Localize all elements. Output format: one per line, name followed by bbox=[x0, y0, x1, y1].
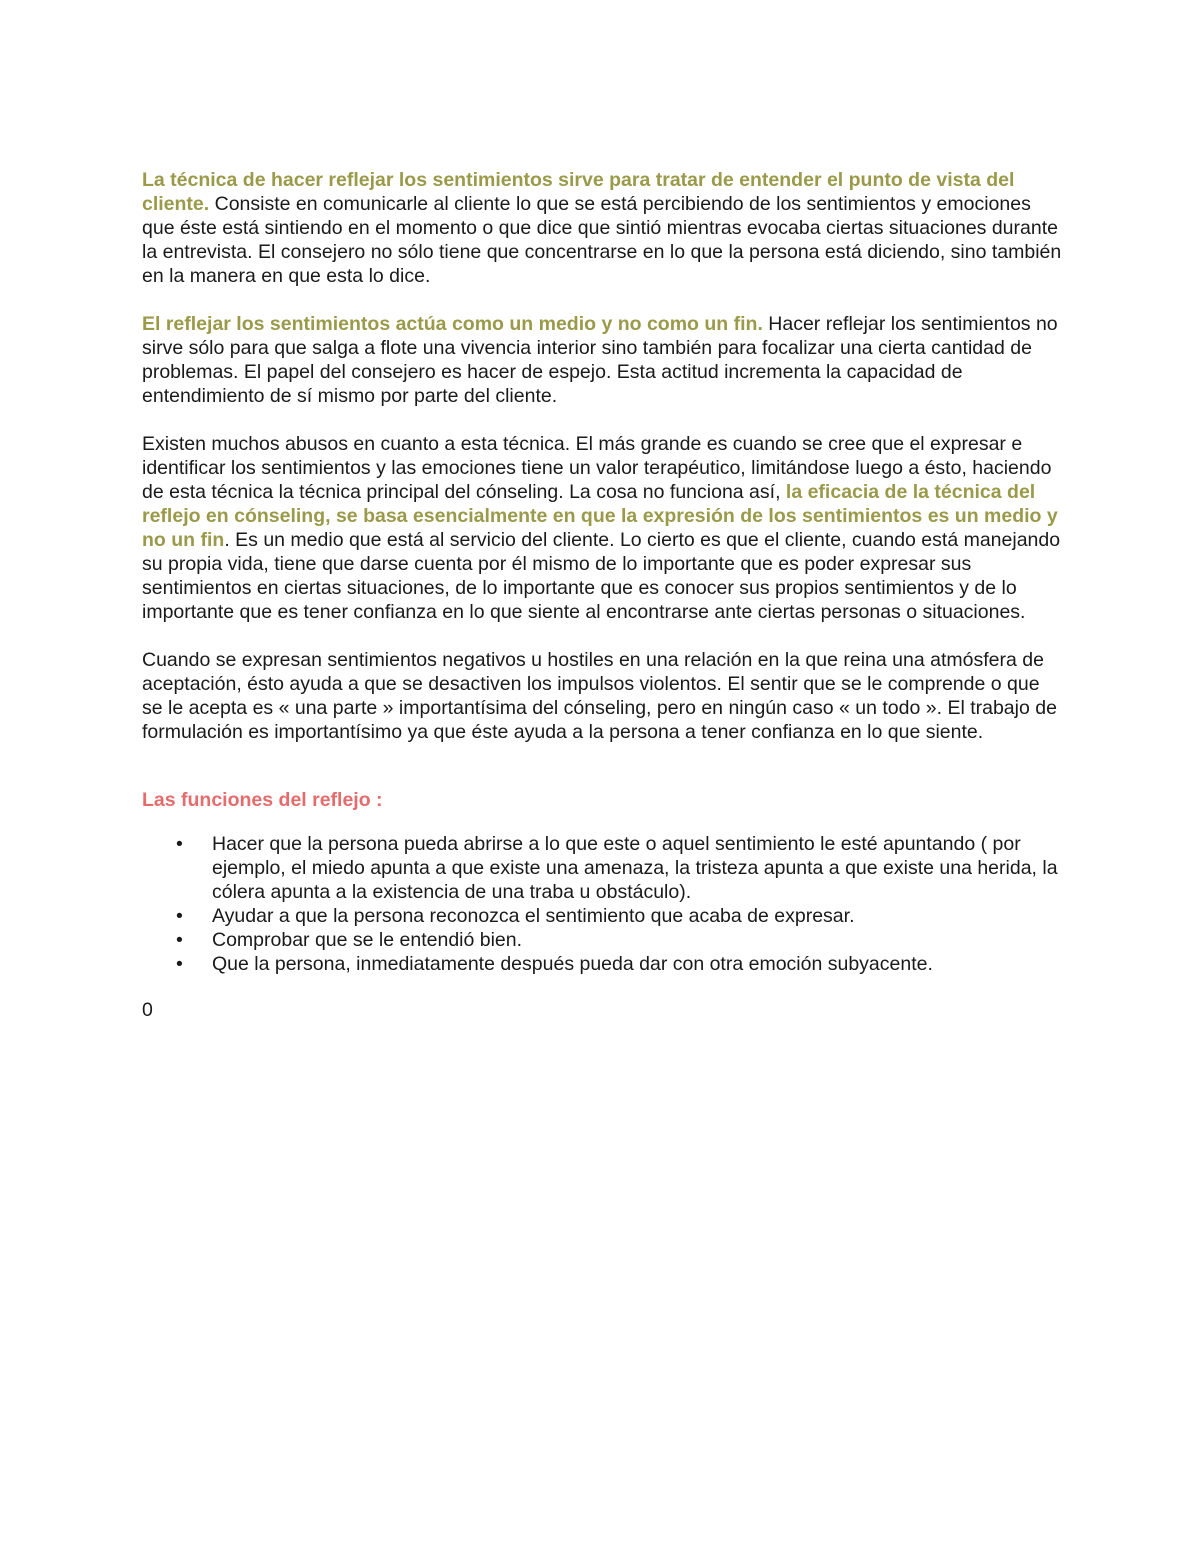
functions-list bbox=[142, 832, 1062, 976]
bullet-icon: • bbox=[176, 929, 183, 951]
bullet-icon: • bbox=[176, 905, 183, 927]
list-item bbox=[142, 904, 1062, 928]
paragraph-1 bbox=[142, 168, 1062, 288]
paragraph-4 bbox=[142, 648, 1062, 744]
paragraph-4-text: Cuando se expresan sentimientos negativos u hostiles en una relación en la que reina una atmósfera de aceptación, ésto ayuda a que se desactiven los impulsos violentos. El sentir que se le comprende o que se le acepta es « una parte » importantísima del cónseling, pero en ningún caso « un todo ». El trabajo de formulación es importantísimo ya que éste ayuda a la persona a tener confianza en lo que siente. bbox=[142, 649, 1057, 743]
list-item-text: Hacer que la persona pueda abrirse a lo que este o aquel sentimiento le esté apuntando ( por ejemplo, el miedo apunta a que existe una amenaza, la tristeza apunta a que existe una herida, la cólera apunta a la existencia de una traba u obstáculo). bbox=[212, 833, 1058, 903]
list-item-text: Ayudar a que la persona reconozca el sentimiento que acaba de expresar. bbox=[212, 905, 855, 927]
paragraph-1-highlight: La técnica de hacer reflejar los sentimientos sirve para tratar de entender el punto de vista del cliente. bbox=[142, 169, 1015, 215]
paragraph-3-highlight: la eficacia de la técnica del reflejo en cónseling, se basa esencialmente en que la expresión de los sentimientos es un medio y no un fin bbox=[142, 481, 1058, 551]
list-item-text: Que la persona, inmediatamente después pueda dar con otra emoción subyacente. bbox=[212, 953, 933, 975]
list-item-text: Comprobar que se le entendió bien. bbox=[212, 929, 523, 951]
paragraph-2-highlight: El reflejar los sentimientos actúa como un medio y no como un fin. bbox=[142, 313, 763, 335]
paragraph-2 bbox=[142, 312, 1062, 408]
document-page bbox=[142, 168, 1062, 1022]
list-item bbox=[142, 928, 1062, 952]
list-item bbox=[142, 832, 1062, 904]
paragraph-3-text-before: Existen muchos abusos en cuanto a esta técnica. El más grande es cuando se cree que el expresar e identificar los sentimientos y las emociones tiene un valor terapéutico, limitándose luego a ésto, haciendo de esta técnica la técnica principal del cónseling. La cosa no funciona así, bbox=[142, 433, 1052, 503]
bullet-icon: • bbox=[176, 833, 183, 855]
bullet-icon: • bbox=[176, 953, 183, 975]
section-heading: Las funciones del reflejo : bbox=[142, 789, 383, 811]
list-item bbox=[142, 952, 1062, 976]
paragraph-1-text: Consiste en comunicarle al cliente lo que se está percibiendo de los sentimientos y emociones que éste está sintiendo en el momento o que dice que sintió mientras evocaba ciertas situaciones durante la entrevista. El consejero no sólo tiene que concentrarse en lo que la persona está diciendo, sino también en la manera en que esta lo dice. bbox=[142, 193, 1062, 287]
paragraph-3 bbox=[142, 432, 1062, 624]
page-number: 0 bbox=[142, 999, 153, 1021]
paragraph-2-text: Hacer reflejar los sentimientos no sirve sólo para que salga a flote una vivencia interior sino también para focalizar una cierta cantidad de problemas. El papel del consejero es hacer de espejo. Esta actitud incrementa la capacidad de entendimiento de sí mismo por parte del cliente. bbox=[142, 313, 1058, 407]
paragraph-3-text-after: . Es un medio que está al servicio del cliente. Lo cierto es que el cliente, cuando está manejando su propia vida, tiene que darse cuenta por él mismo de lo importante que es poder expresar sus sentimientos en ciertas situaciones, de lo importante que es conocer sus propios sentimientos y de lo importante que es tener confianza en lo que siente al encontrarse ante ciertas personas o situaciones. bbox=[142, 529, 1061, 623]
